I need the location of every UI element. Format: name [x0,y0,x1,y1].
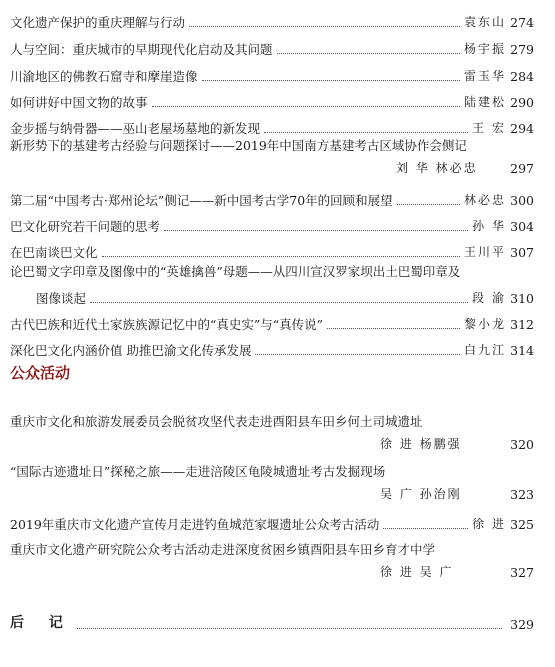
leader-dots [277,53,460,54]
entry-title: 2019年重庆市文化遗产宣传月走进钓鱼城范家堰遗址公众考古活动 [10,517,380,532]
leader-dots [383,528,468,529]
entry-page: 294 [510,121,534,136]
entry-page: 329 [510,617,534,632]
entry-author: 林必忠 [463,193,506,207]
entry-page: 284 [510,69,534,84]
entry-page: 310 [510,291,534,306]
entry-author: 段 渝 [472,291,506,305]
toc-entry[interactable] [10,86,534,110]
entry-title[interactable]: 重庆市文化和旅游发展委员会脱贫攻坚代表走进酉阳县车田乡何土司城遗址 [10,414,423,429]
entry-author: 徐 进 [472,517,506,531]
entry-title: 文化遗产保护的重庆理解与行动 [10,15,186,30]
entry-author: 雷玉华 [463,69,506,83]
leader-dots [102,256,460,257]
toc-entry-byline [396,158,534,176]
entry-author: 吴 广 孙治刚 [380,487,462,501]
toc-entry[interactable] [10,6,534,30]
entry-title: 巴文化研究若干问题的思考 [10,219,161,234]
toc-entry[interactable] [10,184,534,208]
toc-entry[interactable] [10,236,534,260]
leader-dots [327,328,460,329]
entry-page: 274 [510,15,534,30]
entry-author: 王 宏 [472,121,506,135]
entry-author: 刘 华 林必忠 [396,161,478,175]
entry-title[interactable]: 论巴蜀文字印章及图像中的“英雄擒兽”母题——从四川宣汉罗家坝出土巴蜀印章及 [10,264,461,279]
toc-entry-afterword[interactable] [10,610,534,632]
entry-author: 陆建松 [463,95,506,109]
entry-page: 290 [510,95,534,110]
entry-author: 孙 华 [472,219,506,233]
toc-entry-byline [380,484,534,502]
leader-dots [189,26,460,27]
toc-entry[interactable] [10,508,534,532]
entry-page: 312 [510,317,534,332]
entry-page: 320 [510,437,534,452]
leader-dots [152,106,460,107]
entry-page: 307 [510,245,534,260]
toc-entry[interactable] [10,334,534,358]
entry-author: 徐 进 杨鹏强 [380,437,462,451]
section-heading: 公众活动 [10,364,71,382]
entry-title: 在巴南谈巴文化 [10,245,98,260]
leader-dots [202,80,460,81]
entry-title: 如何讲好中国文物的故事 [10,95,148,110]
entry-page: 279 [510,42,534,57]
toc-entry[interactable] [10,60,534,84]
entry-title: 川渝地区的佛教石窟寺和摩崖造像 [10,69,198,84]
entry-page: 327 [510,565,534,580]
leader-dots [397,204,460,205]
leader-dots [264,132,468,133]
toc-entry[interactable] [10,210,534,234]
entry-title-continued: 图像谈起 [36,291,87,306]
toc-entry[interactable] [10,112,534,136]
toc-entry-byline [380,434,534,452]
entry-author: 袁东山 [463,15,506,29]
toc-entry-byline [380,562,534,580]
leader-dots [90,302,468,303]
entry-page: 304 [510,219,534,234]
entry-author: 徐 进 吴 广 [380,565,454,579]
entry-title: 第二届“中国考古·郑州论坛”侧记——新中国考古学70年的回顾和展望 [10,193,393,208]
entry-page: 300 [510,193,534,208]
entry-author: 杨宇振 [463,42,506,56]
entry-author: 白九江 [463,343,506,357]
toc-entry[interactable] [36,282,534,306]
entry-title: 古代巴族和近代土家族族源记忆中的“真史实”与“真传说” [10,317,324,332]
leader-dots [255,354,460,355]
entry-page: 323 [510,487,534,502]
entry-title: 深化巴文化内涵价值 助推巴渝文化传承发展 [10,343,252,358]
toc-entry[interactable] [10,308,534,332]
entry-title[interactable]: 新形势下的基建考古经验与问题探讨——2019年中国南方基建考古区域协作会侧记 [10,138,467,153]
entry-page: 314 [510,343,534,358]
entry-title[interactable]: “国际古迹遗址日”探秘之旅——走进涪陵区龟陵城遗址考古发掘现场 [10,464,386,479]
toc-entry[interactable] [10,33,534,57]
entry-title: 后 记 [10,615,73,631]
entry-title: 金步摇与纳骨器——巫山老屋场墓地的新发现 [10,121,261,136]
entry-author: 黎小龙 [463,317,506,331]
leader-dots [77,628,502,629]
entry-author: 王川平 [463,245,506,259]
entry-title: 人与空间：重庆城市的早期现代化启动及其问题 [10,42,273,57]
leader-dots [164,230,468,231]
entry-page: 325 [510,517,534,532]
entry-title[interactable]: 重庆市文化遗产研究院公众考古活动走进深度贫困乡镇酉阳县车田乡育才中学 [10,542,436,557]
entry-page: 297 [510,161,534,176]
